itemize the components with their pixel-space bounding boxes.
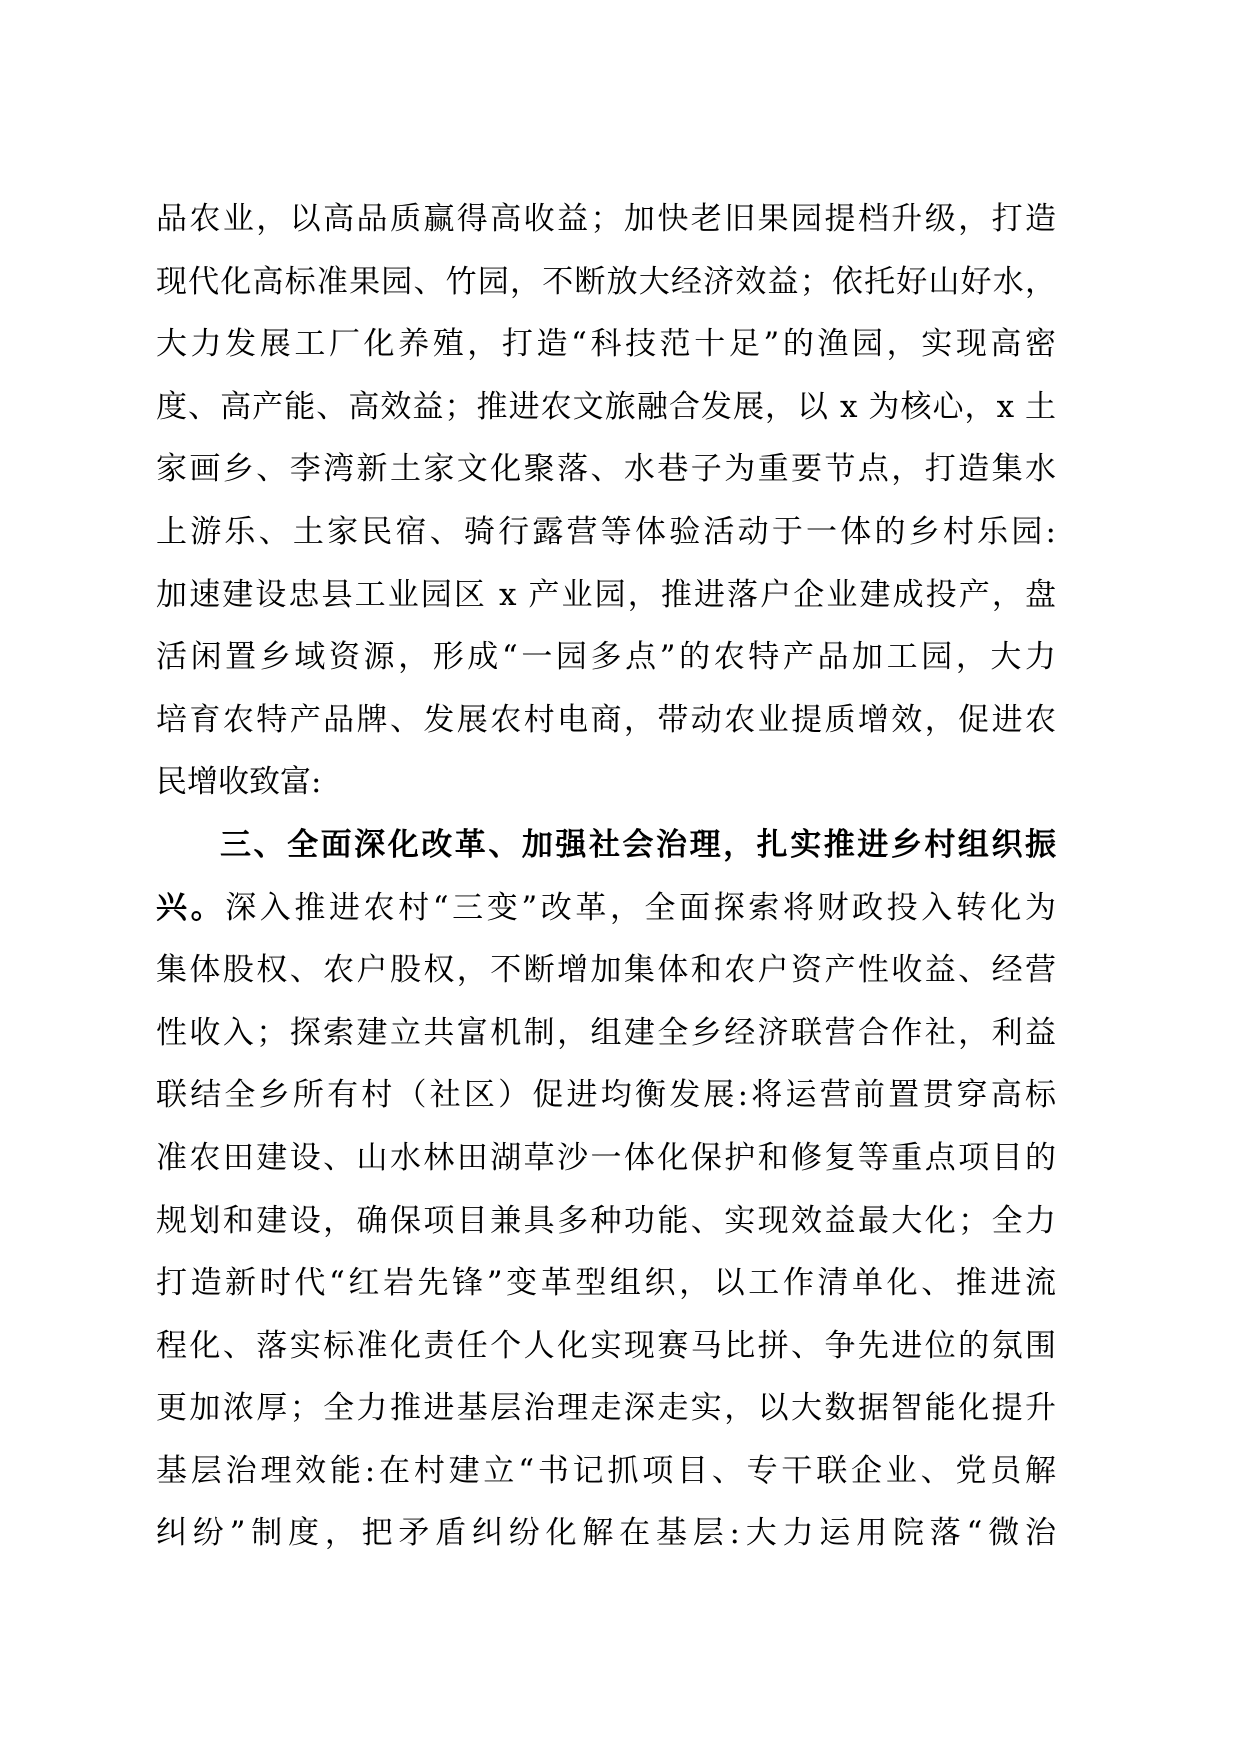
text-line: 加速建设忠县工业园区 x 产业园，推进落户企业建成投产，盘 [156, 576, 1056, 613]
text-line: 集体股权、农户股权，不断增加集体和农户资产性收益、经营 [156, 952, 1056, 989]
text-line: 培育农特产品牌、发展农村电商，带动农业提质增效，促进农 [156, 701, 1056, 738]
section-text: 深入推进农村“三变”改革，全面探索将财政投入转化为 [225, 889, 1057, 926]
text-line: 现代化高标准果园、竹园，不断放大经济效益；依托好山好水， [156, 263, 1056, 300]
text-line: 纠纷”制度，把矛盾纠纷化解在基层:大力运用院落“微治 [156, 1515, 1056, 1552]
text-line: 活闲置乡域资源，形成“一园多点”的农特产品加工园，大力 [156, 639, 1056, 676]
text-line: 规划和建设，确保项目兼具多种功能、实现效益最大化；全力 [156, 1202, 1056, 1239]
text-line: 准农田建设、山水林田湖草沙一体化保护和修复等重点项目的 [156, 1139, 1056, 1176]
text-line: 上游乐、土家民宿、骑行露营等体验活动于一体的乡村乐园: [156, 513, 1056, 550]
section-heading: 三、全面深化改革、加强社会治理，扎实推进乡村组织振 [220, 826, 1056, 863]
text-line: 打造新时代“红岩先锋”变革型组织，以工作清单化、推进流 [156, 1265, 1056, 1302]
text-line: 度、高产能、高效益；推进农文旅融合发展，以 x 为核心，x 土 [156, 388, 1056, 425]
text-line: 更加浓厚；全力推进基层治理走深走实，以大数据智能化提升 [156, 1390, 1056, 1427]
paragraph-section-3 [156, 814, 1056, 1565]
text-line: 品农业，以高品质赢得高收益；加快老旧果园提档升级，打造 [156, 201, 1056, 237]
document-body [156, 188, 1056, 1565]
text-line: 程化、落实标准化责任个人化实现赛马比拼、争先进位的氛围 [156, 1327, 1056, 1364]
text-line: 民增收致富: [156, 764, 322, 801]
section-heading-end: 兴。 [156, 889, 226, 926]
text-line-mixed [156, 877, 1056, 940]
text-line: 联结全乡所有村（社区）促进均衡发展:将运营前置贯穿高标 [156, 1077, 1056, 1114]
text-line: 大力发展工厂化养殖，打造“科技范十足”的渔园，实现高密 [156, 326, 1056, 363]
text-line: 性收入；探索建立共富机制，组建全乡经济联营合作社，利益 [156, 1014, 1056, 1051]
text-line: 基层治理效能:在村建立“书记抓项目、专干联企业、党员解 [156, 1452, 1056, 1489]
text-line: 家画乡、李湾新土家文化聚落、水巷子为重要节点，打造集水 [156, 451, 1056, 488]
paragraph-agriculture [156, 188, 1056, 814]
